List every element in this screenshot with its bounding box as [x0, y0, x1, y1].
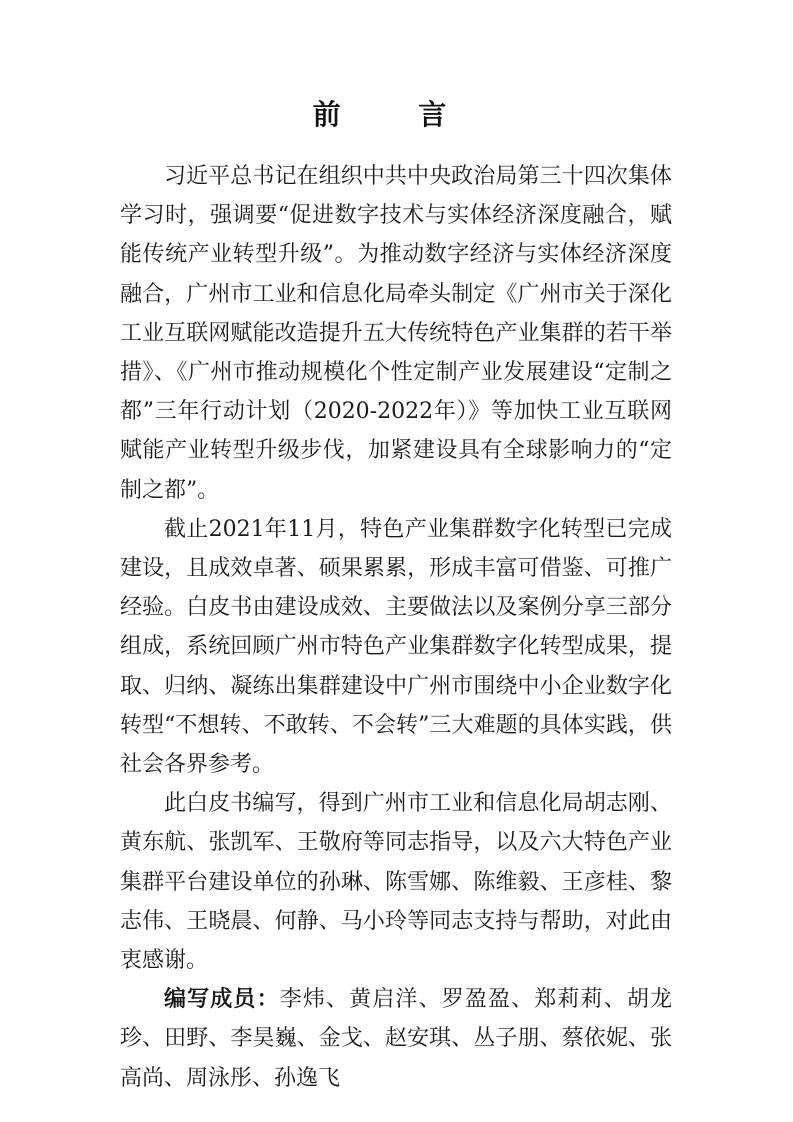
paragraph-progress: 截止2021年11月，特色产业集群数字化转型已完成建设，且成效卓著、硕果累累，形成丰富可借鉴、可推广经验。白皮书由建设成效、主要做法以及案例分享三部分组成，系统回顾广州市特色产业集群数字化转型成果，提取、归纳、凝练出集群建设中广州市围绕中小企业数字化转型“不想转、不敢转、不会转”三大难题的具体实践，供社会各界参考。	[120, 516, 672, 778]
paragraph-intro: 习近平总书记在组织中共中央政治局第三十四次集体学习时，强调要“促进数字技术与实体经济深度融合，赋能传统产业转型升级”。为推动数字经济与实体经济深度融合，广州市工业和信息化局牵头制定《广州市关于深化工业互联网赋能改造提升五大传统特色产业集群的若干举措》、《广州市推动规模化个性定制产业发展建设“定制之都”三年行动计划（2020-2022年）》等加快工业互联网赋能产业转型升级步伐，加紧建设具有全球影响力的“定制之都”。	[120, 164, 672, 503]
members-label: 编写成员：	[164, 986, 280, 1013]
members-list: 李炜、黄启洋、罗盈盈、郑莉莉、胡龙珍、田野、李昊巍、金戈、赵安琪、丛子朋、蔡依妮、张高尚、周泳彤、孙逸飞	[120, 987, 672, 1091]
paragraph-members	[120, 980, 672, 1098]
paragraph-acknowledgement: 此白皮书编写，得到广州市工业和信息化局胡志刚、黄东航、张凯军、王敬府等同志指导，以及六大特色产业集群平台建设单位的孙琳、陈雪娜、陈维毅、王彦桂、黎志伟、王晓晨、何静、马小玲等同志支持与帮助，对此由衷感谢。	[120, 791, 672, 974]
preface-body	[120, 157, 672, 1098]
page-title: 前 言	[312, 98, 481, 131]
